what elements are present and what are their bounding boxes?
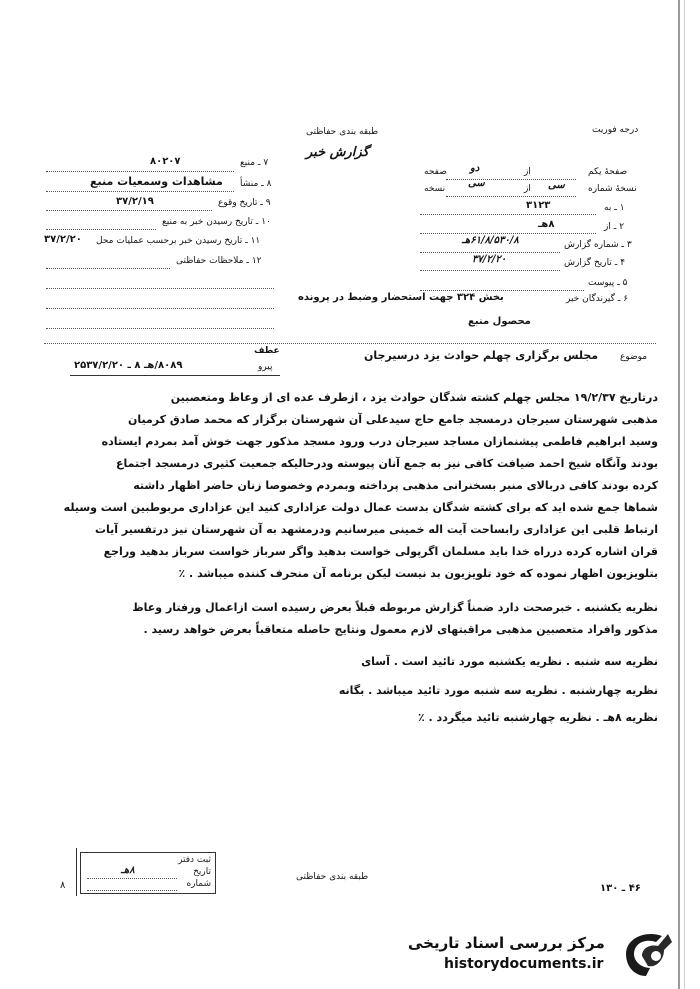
opinion-line-2: مذکور وافراد متعصبین مذهبی مراقبتهای لازم معمول ونتایج حاصله متعاقباً بعرض خواهد رسید . — [143, 623, 658, 636]
source-dots — [46, 170, 234, 172]
watermark-url: historydocuments.ir — [444, 956, 604, 972]
source-value: ۸۰۲۰۷ — [150, 156, 181, 167]
body-line-9: بتلویزیون اظهار نموده که خود تلویزیون بد نیست لیکن برنامه آن منحرف کننده میباشد . ٪ — [178, 567, 658, 580]
recipients-value-2: محصول منبع — [468, 316, 531, 327]
stamp-label: ثبت دفتر — [178, 855, 211, 865]
classification-top-label: طبقه بندی حفاظتی — [306, 127, 379, 137]
body-line-1: درتاریخ ۱۹/۲/۳۷ مجلس چهلم کشته شدگان حوادث یزد ، ازطرف عده ای از وعاظ ومتعصبین — [170, 391, 658, 404]
ref-underline — [70, 375, 280, 376]
event-date-dots — [46, 209, 212, 211]
page-edge-shadow-2 — [684, 0, 685, 989]
copy-label: نسخهٔ شماره — [588, 184, 637, 194]
copy-total-handwritten: سی — [468, 178, 485, 189]
event-date-value: ۳۷/۲/۱۹ — [116, 196, 154, 207]
page-value: دو — [470, 163, 480, 174]
copy-dots — [446, 195, 576, 197]
copy-unit: نسخه — [424, 184, 446, 194]
stamp-line-1 — [87, 877, 177, 879]
origin-label: ۸ ـ منشأ — [240, 179, 272, 189]
body-line-7: ارتباط قلبی این عزاداری رابساحت آیت اله خمینی میرسانیم ودرمشهد به آن شهرستان نیز درتفسیر آیات — [94, 523, 658, 536]
source-label: ۷ ـ منبع — [240, 158, 269, 168]
received-ops-label: ۱۱ ـ تاریخ رسیدن خبر برحسب عملیات محل — [96, 236, 261, 246]
page-from: از — [524, 167, 531, 177]
page-code: ۴۶ ـ ۱۳۰ — [600, 883, 641, 894]
classification-bottom-label: طبقه بندی حفاظتی — [296, 872, 369, 882]
to-label: ۱ ـ به — [604, 203, 625, 213]
opinion-line-1: نظریه یکشنبه . خبرصحت دارد ضمناً گزارش مربوطه قبلاً بعرض رسیده است ازاعمال ورفتار وعاظ — [132, 601, 658, 614]
body-line-2: مذهبی شهرستان سیرجان درمسجد جامع حاج سیدعلی آن شهرستان برگزار که محمد صادق کرمیان — [127, 413, 658, 426]
page-unit: صفحه — [424, 167, 447, 177]
origin-value: مشاهدات وسمعیات منبع — [90, 175, 223, 188]
stamp-no-label: شماره — [186, 879, 211, 889]
recipients-label: ۶ ـ گیرندگان خبر — [566, 294, 629, 304]
received-source-dots — [46, 228, 156, 230]
copy-from: از — [524, 184, 531, 194]
opinion-line-5: نظریه ۸هـ . نظریه چهارشنبه تائید میگردد . ٪ — [418, 711, 658, 724]
opinion-line-4: نظریه چهارشنبه . نظریه سه شنبه مورد تائید میباشد . بگانه — [338, 684, 658, 697]
opinion-line-3: نظریه سه شنبه . نظریه یکشنبه مورد تائید است . آسای — [361, 655, 658, 668]
notes-dots-4 — [46, 327, 274, 329]
body-line-4: بودند وآنگاه شیخ احمد ضیافت کافی نیز به جمع آنان پیوسته ودرحالیکه جمعیت کثیری درمسجد اجتماع — [116, 457, 658, 470]
report-date-label: ۴ ـ تاریخ گزارش — [564, 258, 626, 268]
recipients-value: بخش ۳۲۴ جهت استحضار وضبط در پرونده — [298, 292, 504, 303]
report-date-value: ۳۷/۲/۲۰ — [472, 254, 507, 265]
subject-text: مجلس برگزاری چهلم حوادث یزد درسیرجان — [364, 349, 599, 362]
report-no-label: ۳ ـ شماره گزارش — [564, 240, 632, 250]
body-line-8: قران اشاره کرده درراه خدا باید مسلمان اگرپولی خواست بدهید واگر سرباز خواست سرباز بدهید وراجع — [103, 545, 658, 558]
from-value: ۸هـ — [538, 219, 555, 230]
stamp-line-2 — [87, 889, 177, 891]
report-title: گزارش خبر — [306, 145, 369, 160]
to-dots — [420, 213, 596, 215]
body-line-5: کرده بودند کافی دربالای منبر بسخنرانی مذهبی پرداخته وبمردم وخصوصا زنان حاضر اظهار داشته — [133, 479, 658, 492]
ref-prefix: پیرو — [258, 362, 273, 372]
page-label: صفحهٔ یکم — [588, 167, 628, 177]
corner-mark: ۸ — [60, 880, 66, 891]
event-date-label: ۹ ـ تاریخ وقوع — [218, 198, 271, 208]
received-source-label: ۱۰ ـ تاریخ رسیدن خبر به منبع — [162, 217, 271, 227]
stamp-no-value: ۸هـ — [121, 865, 135, 876]
received-ops-value: ۳۷/۲/۲۰ — [44, 234, 82, 245]
from-label: ۲ ـ از — [604, 222, 625, 232]
report-date-dots — [420, 269, 560, 271]
notes-dots-3 — [46, 307, 274, 309]
subject-label: موضوع — [620, 352, 648, 362]
stamp-side-line — [76, 848, 77, 896]
registry-stamp — [80, 852, 216, 894]
body-line-6: شماها جمع شده اید که برای کشته شدگان بدست عمال دولت عزاداری کنید این عزاداری مربوطبین است وسیله — [63, 501, 658, 514]
archive-logo-icon — [616, 928, 680, 980]
body-line-3: وسید ابراهیم فاطمی پیشنمازان مساجد سیرجان درب ورود مسجد مذکور جهت خوش آمد بمردم ایستاده — [101, 435, 658, 448]
origin-dots — [46, 190, 234, 192]
priority-label: درجه فوریت — [592, 125, 639, 135]
ref-value: ۸۰۸۹/هـ ۸ ـ ۲۵۳۷/۲/۲۰ — [74, 360, 183, 371]
ref-label: عطف — [254, 346, 280, 356]
watermark-title: مرکز بررسی اسناد تاریخی — [408, 934, 605, 952]
page-edge-shadow — [678, 0, 680, 989]
report-no-dots — [420, 251, 560, 253]
section-divider — [44, 342, 656, 344]
to-value: ۳۱۲۳ — [526, 200, 551, 211]
notes-dots-1 — [46, 267, 170, 269]
attachment-label: ۵ ـ پیوست — [588, 278, 628, 288]
from-dots — [420, 232, 596, 234]
copy-value-handwritten: سی — [548, 180, 565, 191]
attachment-dots — [420, 289, 584, 291]
report-no-value: ۶۱/۸/۵۳۰/۸هـ — [462, 235, 519, 246]
security-notes-label: ۱۲ ـ ملاحظات حفاظتی — [176, 256, 262, 266]
notes-dots-2 — [46, 287, 274, 289]
stamp-date-label: تاریخ — [193, 867, 211, 877]
